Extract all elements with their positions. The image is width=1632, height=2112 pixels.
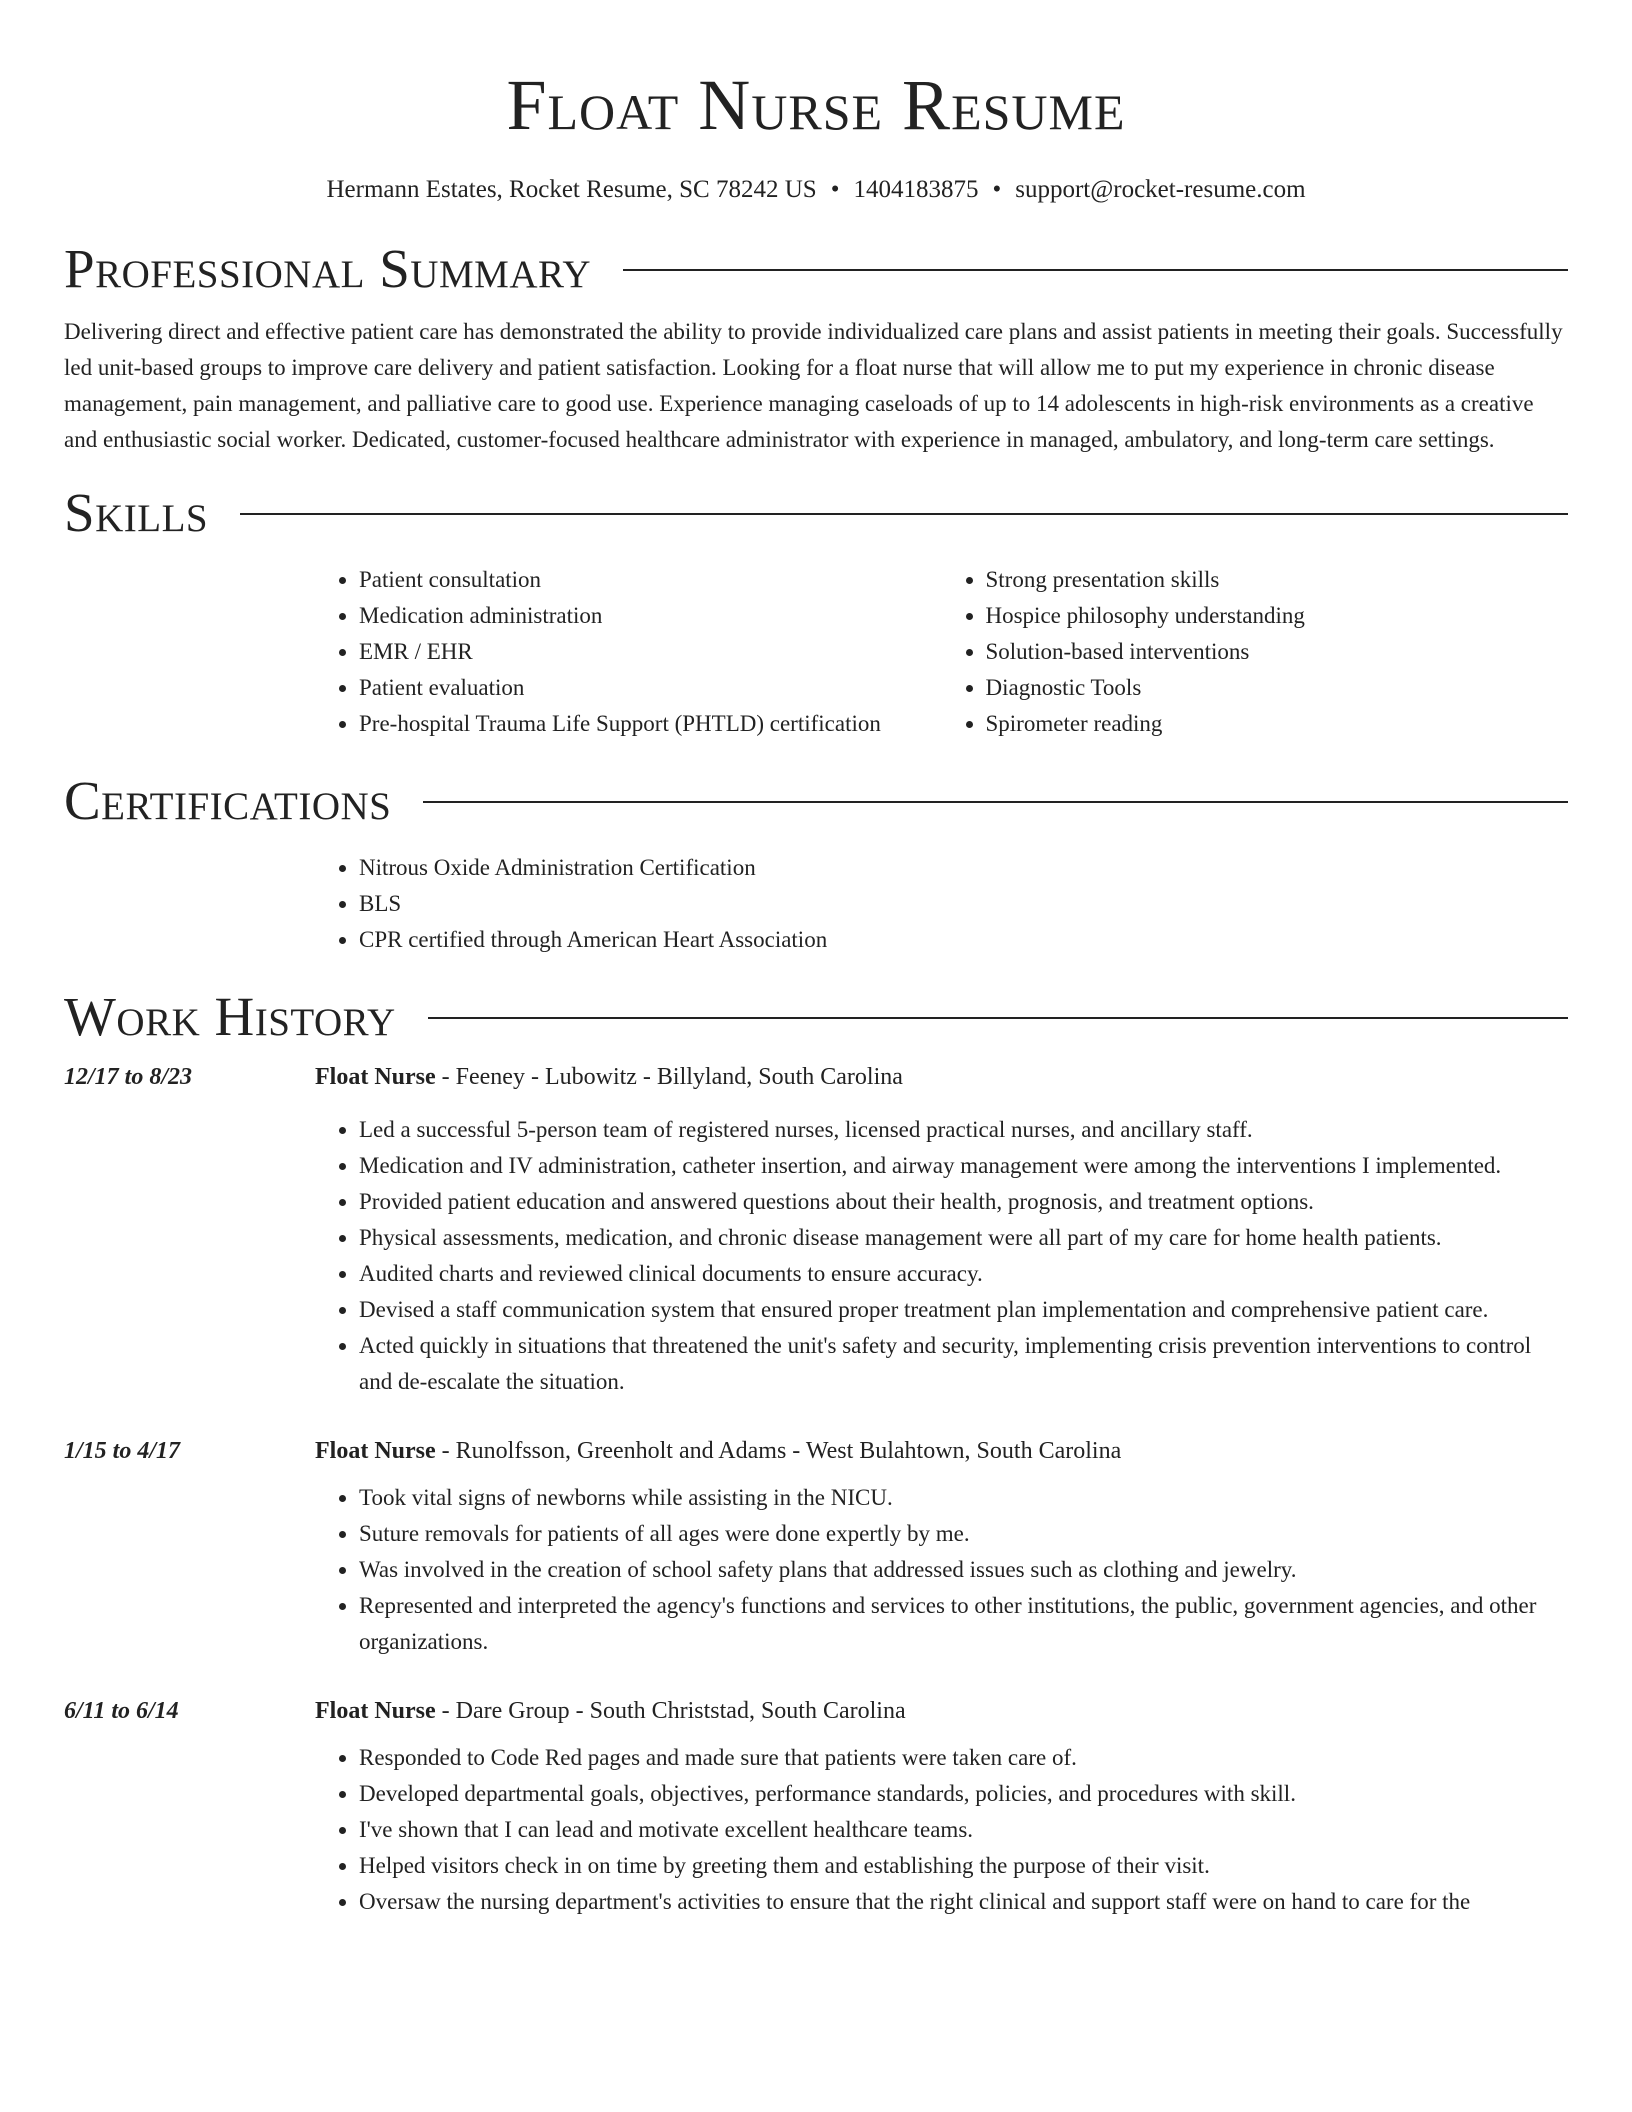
list-item: • Acted quickly in situations that threatened the unit's safety and security, implementing crisis prevention interventions to control and de-escalate the situation.	[359, 1328, 1568, 1400]
job-duties-list	[315, 1112, 1568, 1400]
list-item: • Physical assessments, medication, and chronic disease management were all part of my care for home health patients.	[359, 1220, 1568, 1256]
job-title-line	[315, 1060, 903, 1094]
job-dates: 12/17 to 8/23	[64, 1064, 193, 1090]
contact-separator: •	[830, 176, 840, 203]
skills-section-header	[64, 480, 1568, 546]
list-item: • Nitrous Oxide Administration Certification	[359, 850, 1568, 886]
job-employer: - Runolfsson, Greenholt and Adams - West Bulahtown, South Carolina	[435, 1438, 1122, 1464]
certifications-heading: Certifications	[64, 770, 392, 831]
list-item: • Hospice philosophy understanding	[986, 598, 1569, 634]
skills-heading: Skills	[64, 482, 209, 543]
list-item: • Provided patient education and answered questions about their health, prognosis, and treatment options.	[359, 1184, 1568, 1220]
list-item: • Oversaw the nursing department's activities to ensure that the right clinical and support staff were on hand to care for the	[359, 1884, 1568, 1920]
list-item: • Represented and interpreted the agency's functions and services to other institutions, the public, government agencies, and other organizations.	[359, 1588, 1568, 1660]
list-item: • Devised a staff communication system that ensured proper treatment plan implementation and comprehensive patient care.	[359, 1292, 1568, 1328]
job-entry	[64, 1434, 1568, 1660]
summary-heading: Professional Summary	[64, 238, 592, 299]
certifications-block	[315, 850, 1568, 958]
job-duties-list	[315, 1740, 1568, 1920]
list-item: • Led a successful 5-person team of registered nurses, licensed practical nurses, and ancillary staff.	[359, 1112, 1568, 1148]
list-item: • Diagnostic Tools	[986, 670, 1569, 706]
list-item: • EMR / EHR	[359, 634, 942, 670]
skills-list-right	[942, 562, 1569, 742]
work-heading: Work History	[64, 986, 396, 1047]
list-item: • I've shown that I can lead and motivate excellent healthcare teams.	[359, 1812, 1568, 1848]
job-duties-list	[315, 1480, 1568, 1660]
list-item: • Patient evaluation	[359, 670, 942, 706]
job-position: Float Nurse	[315, 1438, 436, 1464]
list-item: • Patient consultation	[359, 562, 942, 598]
list-item: • Spirometer reading	[986, 706, 1569, 742]
list-item: • Took vital signs of newborns while assisting in the NICU.	[359, 1480, 1568, 1516]
job-dates: 6/11 to 6/14	[64, 1698, 179, 1724]
summary-section-header	[64, 236, 1568, 302]
list-item: • Strong presentation skills	[986, 562, 1569, 598]
section-divider	[423, 801, 1568, 803]
contact-line	[64, 174, 1568, 206]
section-divider	[623, 269, 1568, 271]
list-item: • Was involved in the creation of school safety plans that addressed issues such as clothing and jewelry.	[359, 1552, 1568, 1588]
job-header	[64, 1434, 1568, 1468]
job-position: Float Nurse	[315, 1698, 436, 1724]
summary-text: Delivering direct and effective patient care has demonstrated the ability to provide individualized care plans and assist patients in meeting their goals. Successfully led unit-based groups to improve care delivery and patient satisfaction. Looking for a float nurse that will allow me to put my experience in chronic disease management, pain management, and palliative care to good use. Experience managing caseloads of up to 14 adolescents in high-risk environments as a creative and enthusiastic social worker. Dedicated, customer-focused healthcare administrator with experience in managed, ambulatory, and long-term care settings.	[64, 319, 1563, 452]
job-header	[64, 1060, 1568, 1094]
list-item: • CPR certified through American Heart Association	[359, 922, 1568, 958]
list-item: • Medication and IV administration, catheter insertion, and airway management were among the interventions I implemented.	[359, 1148, 1568, 1184]
list-item: • Pre-hospital Trauma Life Support (PHTLD) certification	[359, 706, 942, 742]
contact-separator: •	[992, 176, 1002, 203]
resume-page	[64, 0, 1568, 1920]
list-item: • Helped visitors check in on time by greeting them and establishing the purpose of their visit.	[359, 1848, 1568, 1884]
job-title-line	[315, 1694, 906, 1728]
job-entry	[64, 1694, 1568, 1920]
job-employer: - Dare Group - South Christstad, South Carolina	[435, 1698, 906, 1724]
contact-phone: 1404183875	[853, 176, 979, 203]
list-item: • BLS	[359, 886, 1568, 922]
skills-list-left	[315, 562, 942, 742]
list-item: • Audited charts and reviewed clinical documents to ensure accuracy.	[359, 1256, 1568, 1292]
job-dates: 1/15 to 4/17	[64, 1438, 181, 1464]
page-title: Float Nurse Resume	[506, 65, 1126, 145]
list-item: • Medication administration	[359, 598, 942, 634]
job-duties	[315, 1740, 1568, 1920]
list-item: • Developed departmental goals, objectives, performance standards, policies, and procedures with skill.	[359, 1776, 1568, 1812]
work-section-header	[64, 984, 1568, 1050]
job-header	[64, 1694, 1568, 1728]
certifications-list	[315, 850, 1568, 958]
job-employer: - Feeney - Lubowitz - Billyland, South Carolina	[435, 1064, 903, 1090]
list-item: • Solution-based interventions	[986, 634, 1569, 670]
work-history-list	[64, 1060, 1568, 1920]
skills-grid	[315, 562, 1568, 742]
job-duties	[315, 1112, 1568, 1400]
section-divider	[428, 1017, 1568, 1019]
list-item: • Responded to Code Red pages and made sure that patients were taken care of.	[359, 1740, 1568, 1776]
job-position: Float Nurse	[315, 1064, 436, 1090]
job-title-line	[315, 1434, 1121, 1468]
contact-email[interactable]: support@rocket-resume.com	[1015, 176, 1306, 203]
job-entry	[64, 1060, 1568, 1400]
contact-address: Hermann Estates, Rocket Resume, SC 78242 US	[326, 176, 817, 203]
section-divider	[240, 513, 1568, 515]
certifications-section-header	[64, 768, 1568, 834]
job-duties	[315, 1480, 1568, 1660]
list-item: • Suture removals for patients of all ages were done expertly by me.	[359, 1516, 1568, 1552]
